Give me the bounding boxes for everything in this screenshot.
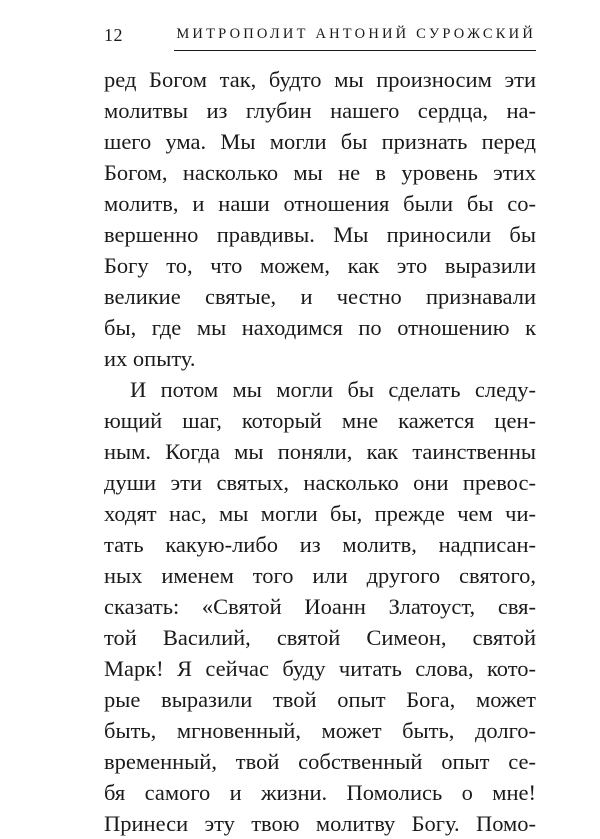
running-head: МИТРОПОЛИТ АНТОНИЙ СУРОЖСКИЙ [176, 26, 536, 42]
text-line: Богом, насколько мы не в уровень этих [104, 160, 536, 185]
text-line: тать какую-либо из молитв, надписан- [104, 532, 536, 557]
text-line: шего ума. Мы могли бы признать перед [104, 129, 536, 154]
text-line: Богу то, что можем, как это выразили [104, 253, 537, 278]
text-line: молитв, и наши отношения были бы со- [104, 191, 536, 216]
text-line: великие святые, и честно признавали [104, 284, 536, 309]
header-rule [174, 50, 536, 51]
body-text [104, 64, 536, 839]
page-header [104, 20, 536, 50]
text-line: Марк! Я сейчас буду читать слова, кото- [104, 656, 537, 681]
text-line: рые выразили твой опыт Бога, может [104, 687, 536, 712]
text-line: сказать: «Святой Иоанн Златоуст, свя- [104, 594, 537, 619]
page-number: 12 [104, 25, 123, 45]
text-line: молитвы из глубин нашего сердца, на- [104, 98, 537, 123]
text-line: временный, твой собственный опыт се- [104, 749, 537, 774]
text-line: той Василий, святой Симеон, святой [104, 625, 537, 650]
text-line: их опыту. [104, 346, 196, 371]
text-line: ющий шаг, который мне кажется цен- [104, 408, 536, 433]
text-line: ных именем того или другого святого, [104, 563, 537, 588]
text-line: И потом мы могли бы сделать следу- [130, 377, 536, 402]
text-line: ред Богом так, будто мы произносим эти [104, 67, 536, 92]
text-line: вершенно правдивы. Мы приносили бы [104, 222, 536, 247]
text-line: Принеси эту твою молитву Богу. Помо- [104, 811, 537, 836]
text-line: быть, мгновенный, может быть, долго- [104, 718, 537, 743]
text-line: бя самого и жизни. Помолись о мне! [104, 780, 536, 805]
text-line: ходят нас, мы могли бы, прежде чем чи- [104, 501, 536, 526]
text-line: бы, где мы находимся по отношению к [104, 315, 537, 340]
text-line: души эти святых, насколько они превос- [104, 470, 536, 495]
text-line: ным. Когда мы поняли, как таинственны [104, 439, 536, 464]
